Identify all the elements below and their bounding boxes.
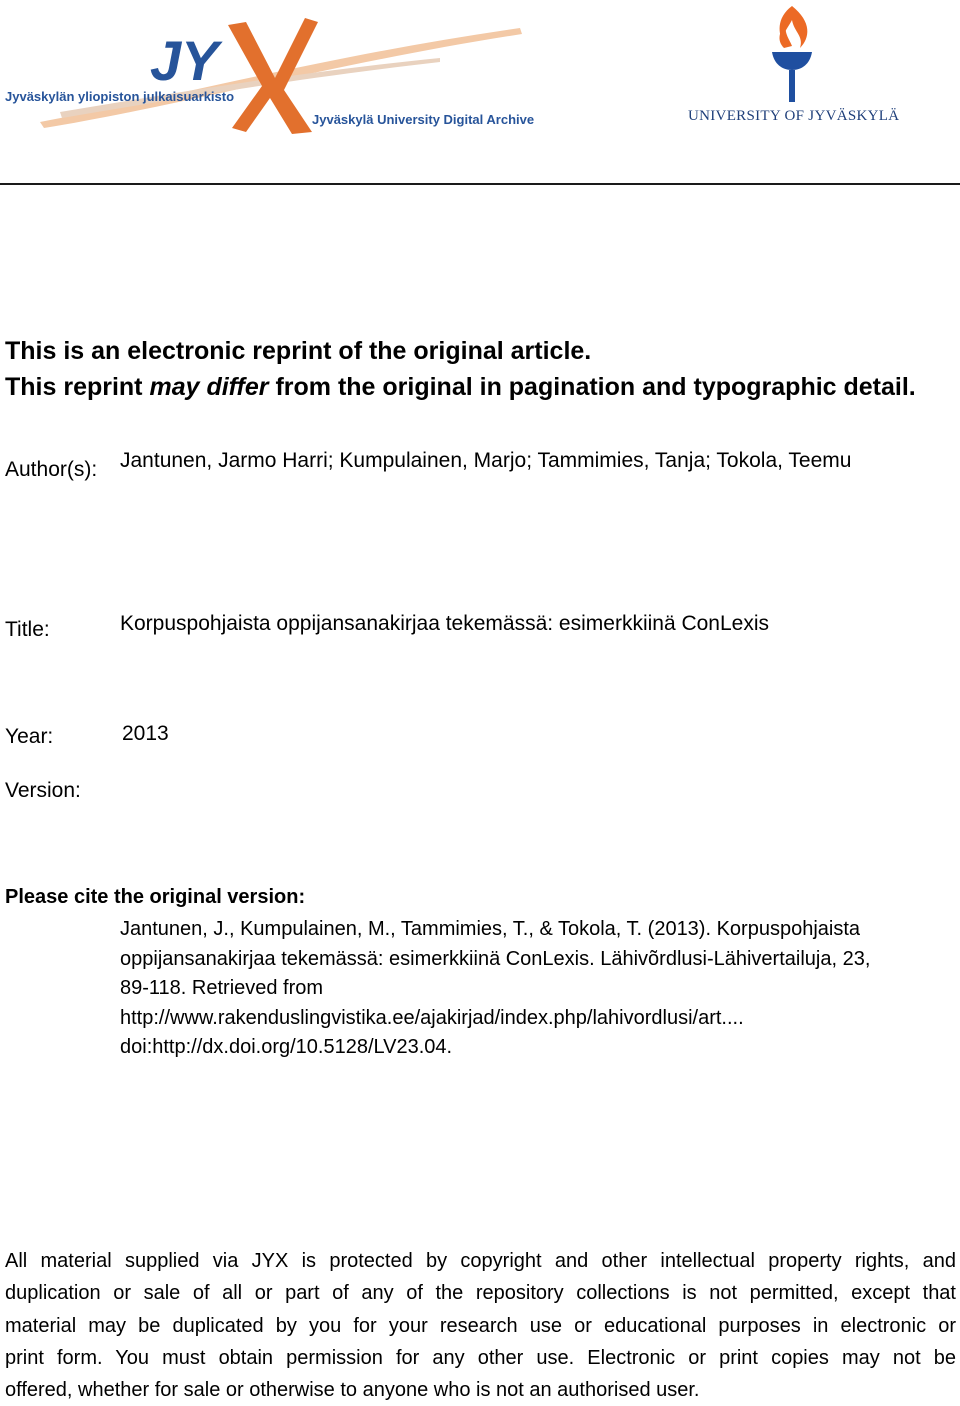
notice-line: print form. You must obtain permission for any other use. Electronic or print copies may not be bbox=[5, 1346, 956, 1369]
university-logo bbox=[680, 0, 910, 130]
author-label: Author(s): bbox=[5, 458, 98, 481]
jyx-english-subtitle: Jyväskylä University Digital Archive bbox=[312, 112, 535, 127]
jyx-logo bbox=[0, 0, 560, 140]
university-name: UNIVERSITY OF JYVÄSKYLÄ bbox=[688, 108, 900, 124]
jyx-letters: JY bbox=[150, 29, 219, 92]
jyx-finnish-subtitle: Jyväskylän yliopiston julkaisuarkisto bbox=[5, 89, 235, 104]
citation-link[interactable]: http://www.rakenduslingvistika.ee/ajakirjad/index.php/lahivordlusi/art.... bbox=[120, 1006, 744, 1029]
cite-label: Please cite the original version: bbox=[5, 886, 306, 908]
citation-line: oppijansanakirjaa tekemässä: esimerkkiinä ConLexis. Lähivõrdlusi-Lähivertailuja, 23, bbox=[120, 947, 871, 970]
year-label: Year: bbox=[5, 725, 54, 748]
citation-text bbox=[120, 915, 940, 1063]
notice-line: offered, whether for sale or otherwise to anyone who is not an authorised user. bbox=[5, 1379, 700, 1402]
notice-line: material may be duplicated by you for your research use or educational purposes in electronic or bbox=[5, 1314, 956, 1337]
year-value: 2013 bbox=[122, 722, 169, 745]
title-value: Korpuspohjaista oppijansanakirjaa tekemässä: esimerkkiinä ConLexis bbox=[120, 612, 770, 635]
notice-line: All material supplied via JYX is protected by copyright and other intellectual property rights, and bbox=[5, 1250, 956, 1272]
version-label: Version: bbox=[5, 779, 81, 802]
title-label: Title: bbox=[5, 618, 50, 641]
torch-icon bbox=[680, 0, 910, 130]
notice-line: duplication or sale of all or part of any of the repository collections is not permitted, except that bbox=[5, 1282, 956, 1305]
copyright-notice bbox=[5, 1245, 956, 1406]
citation-line: 89-118. Retrieved from bbox=[120, 977, 324, 999]
author-value: Jantunen, Jarmo Harri; Kumpulainen, Marjo; Tammimies, Tanja; Tokola, Teemu bbox=[120, 449, 852, 472]
header-divider bbox=[0, 183, 960, 185]
citation-line: Jantunen, J., Kumpulainen, M., Tammimies, T., & Tokola, T. (2013). Korpuspohjaista bbox=[120, 918, 861, 940]
intro-line-1: This is an electronic reprint of the original article. bbox=[5, 337, 592, 365]
jyx-logo-graphic bbox=[0, 0, 560, 140]
citation-doi[interactable]: doi:http://dx.doi.org/10.5128/LV23.04. bbox=[120, 1036, 453, 1058]
intro-line-2: This reprint may differ from the original in pagination and typographic detail. bbox=[5, 373, 916, 401]
intro-emphasis: may differ bbox=[149, 373, 269, 401]
reprint-notice-heading bbox=[5, 333, 916, 405]
